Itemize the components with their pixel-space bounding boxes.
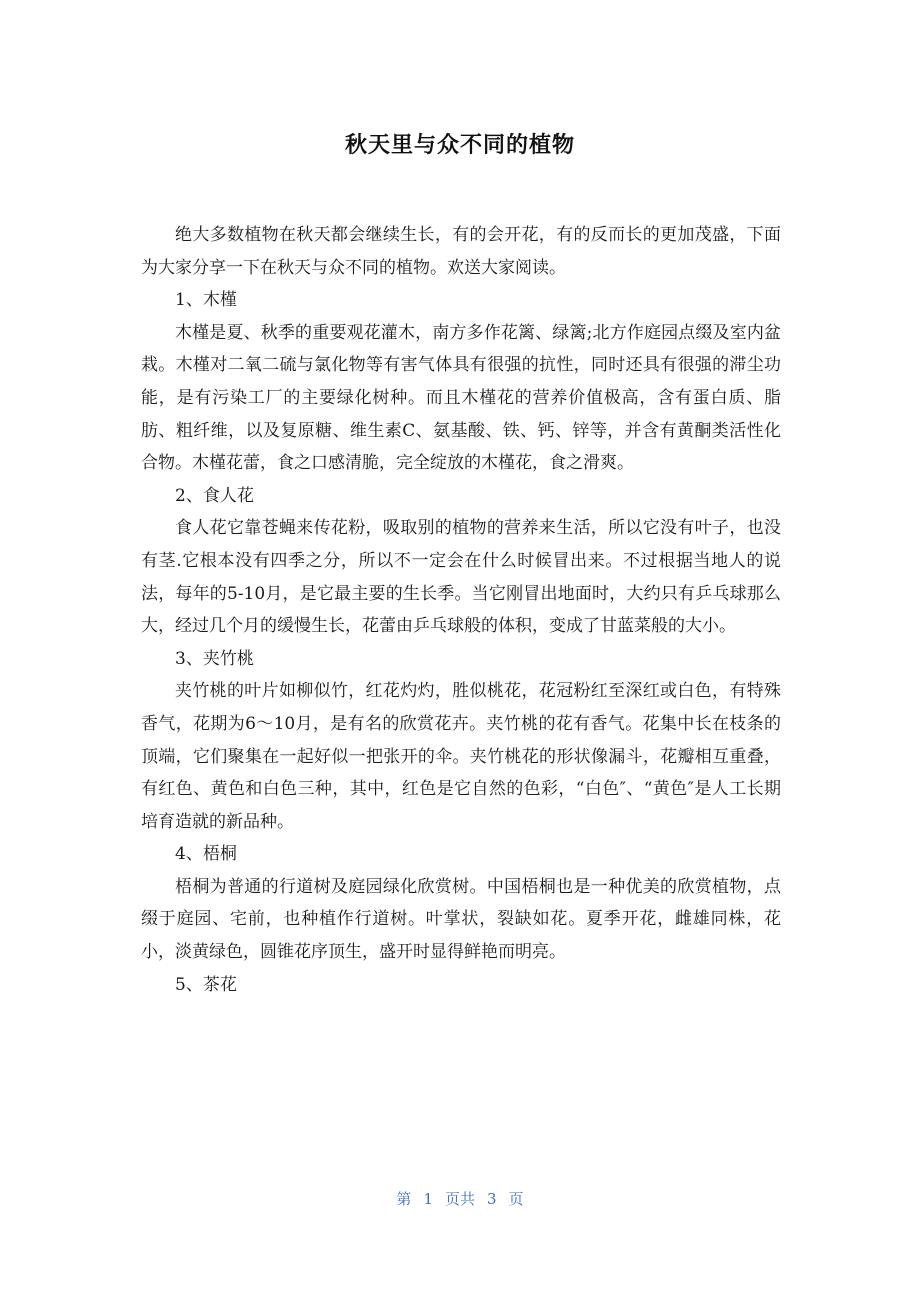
- footer-prefix: 第: [396, 1190, 412, 1208]
- footer-mid: 页共: [444, 1190, 475, 1208]
- document-title: 秋天里与众不同的植物: [344, 133, 575, 158]
- footer-total-pages: 3: [487, 1190, 497, 1208]
- section-heading-wutong: 4、梧桐: [175, 844, 237, 865]
- section-heading-jiazhutao: 3、夹竹桃: [175, 648, 254, 669]
- section-heading-mujin: 1、木槿: [175, 290, 237, 311]
- section-heading-chahua: 5、茶花: [175, 974, 237, 995]
- footer-current-page: 1: [423, 1190, 433, 1208]
- section-body-jiazhutao: 夹竹桃的叶片如柳似竹，红花灼灼，胜似桃花，花冠粉红至深红或白色，有特殊香气，花期为6～10月，是有名的欣赏花卉。夹竹桃的花有香气。花集中长在枝条的顶端，它们聚集在一起好似一把张开的伞。夹竹桃花的形状像漏斗，花瓣相互重叠，有红色、黄色和白色三种，其中，红色是它自然的色彩，“白色″、“黄色″是人工长期培育造就的新品种。: [141, 681, 781, 832]
- section-body-wutong: 梧桐为普通的行道树及庭园绿化欣赏树。中国梧桐也是一种优美的欣赏植物，点缀于庭园、宅前，也种植作行道树。叶掌状，裂缺如花。夏季开花，雌雄同株，花小，淡黄绿色，圆锥花序顶生，盛开时显得鲜艳而明亮。: [141, 876, 781, 963]
- section-body-shirenhua: 食人花它靠苍蝇来传花粉，吸取别的植物的营养来生活，所以它没有叶子，也没有茎.它根本没有四季之分，所以不一定会在什么时候冒出来。不过根据当地人的说法，每年的5-10月，是它最主要的生长季。当它刚冒出地面时，大约只有乒乓球那么大，经过几个月的缓慢生长，花蕾由乒乓球般的体积，变成了甘蓝菜般的大小。: [141, 518, 781, 637]
- section-body-mujin: 木槿是夏、秋季的重要观花灌木，南方多作花篱、绿篱;北方作庭园点缀及室内盆栽。木槿对二氧二硫与氯化物等有害气体具有很强的抗性，同时还具有很强的滞尘功能，是有污染工厂的主要绿化树种。而且木槿花的营养价值极高，含有蛋白质、脂肪、粗纤维，以及复原糖、维生素C、氨基酸、铁、钙、锌等，并含有黄酮类活性化合物。木槿花蕾，食之口感清脆，完全绽放的木槿花，食之滑爽。: [141, 322, 781, 474]
- page-footer: [0, 1188, 920, 1209]
- section-heading-shirenhua: 2、食人花: [175, 485, 254, 506]
- footer-suffix: 页: [508, 1190, 524, 1208]
- document-body: [141, 219, 781, 1001]
- intro-paragraph: 绝大多数植物在秋天都会继续生长，有的会开花，有的反而长的更加茂盛，下面为大家分享一下在秋天与众不同的植物。欢送大家阅读。: [141, 225, 781, 278]
